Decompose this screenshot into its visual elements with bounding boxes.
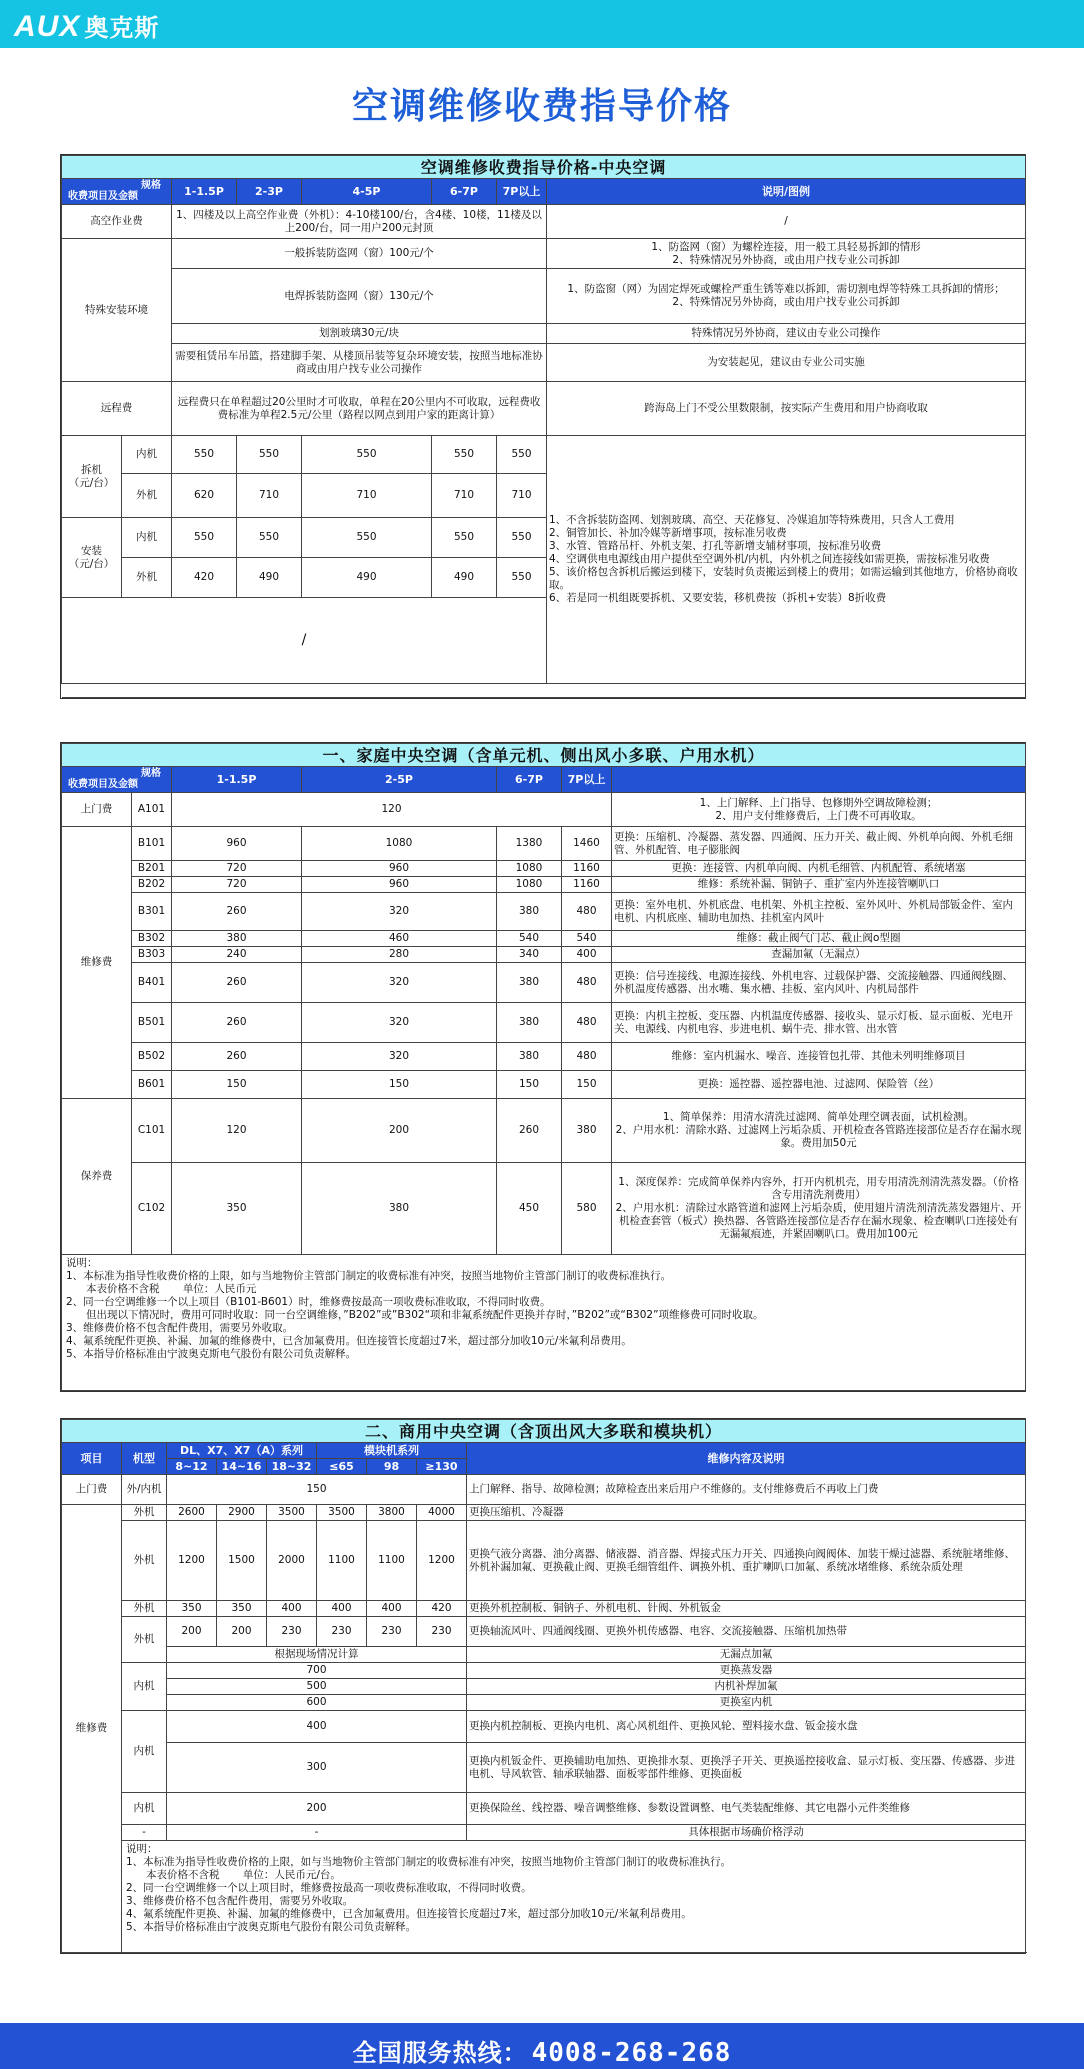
row-note: 特殊情况另外协商，建议由专业公司操作: [547, 324, 1026, 344]
section-caption: 二、商用中央空调（含顶出风大多联和模块机）: [62, 1420, 1026, 1443]
price-cell: 1080: [497, 861, 562, 877]
sub-header: 18~32: [267, 1459, 317, 1475]
col-header: [612, 767, 1026, 793]
unit-label: 外机: [122, 474, 172, 518]
note-line: 5、本指导价格标准由宁波奥克斯电气股份有限公司负责解释。: [66, 1348, 357, 1360]
sub-header: 8~12: [167, 1459, 217, 1475]
note-line: 本表价格不含税 单位：人民币元/台。: [126, 1869, 341, 1881]
price-cell: 320: [302, 963, 497, 1003]
row-note: 更换压缩机、冷凝器: [467, 1505, 1026, 1521]
price-cell: 480: [562, 1003, 612, 1043]
price-cell: 120: [172, 1099, 302, 1163]
sub-header: 14~16: [217, 1459, 267, 1475]
central-ac-table: [60, 154, 1026, 699]
code-cell: B201: [132, 861, 172, 877]
col-header: 2-5P: [302, 767, 497, 793]
commercial-central-ac-table: [60, 1418, 1026, 1954]
code-cell: A101: [132, 793, 172, 827]
code-cell: B502: [132, 1043, 172, 1071]
price-cell: 260: [172, 893, 302, 931]
price-cell: 710: [432, 474, 497, 518]
row-note: 为安装起见，建议由专业公司实施: [547, 344, 1026, 382]
sub-header: ≥130: [417, 1459, 467, 1475]
hotline-number: 4008-268-268: [531, 2038, 732, 2068]
price-cell: 620: [172, 474, 237, 518]
row-note: /: [547, 205, 1026, 239]
price-cell: 230: [317, 1617, 367, 1647]
price-cell: 260: [172, 1043, 302, 1071]
row-note: 上门解释、指导、故障检测；故障检查出来后用户不维修的。支付维修费后不再收上门费: [467, 1475, 1026, 1505]
price-cell: 根据现场情况计算: [167, 1647, 467, 1663]
price-cell: 550: [302, 436, 432, 474]
unit-label: 外机: [122, 558, 172, 598]
section-caption: 空调维修收费指导价格-中央空调: [62, 156, 1026, 179]
type-cell: 外机: [122, 1521, 167, 1601]
unit-label: 内机: [122, 518, 172, 558]
col-header: 1-1.5P: [172, 767, 302, 793]
unit-label: 内机: [122, 436, 172, 474]
price-cell: 550: [237, 518, 302, 558]
row-note: 1、防盗网（窗）为螺栓连接，用一般工具轻易拆卸的情形 2、特殊情况另外协商，或由用户找专业公司拆卸: [547, 239, 1026, 269]
col-header: 7P以上: [562, 767, 612, 793]
price-cell: 960: [302, 861, 497, 877]
code-cell: C102: [132, 1163, 172, 1255]
note-line: 4、氟系统配件更换、补漏、加氟的维修费中，已含加氟费用。但连接管长度超过7米，超过部分加收10元/米氟利昂费用。: [126, 1908, 692, 1920]
row-label: 保养费: [62, 1099, 132, 1255]
price-cell: 550: [237, 436, 302, 474]
price-cell: 380: [497, 963, 562, 1003]
type-cell: -: [122, 1825, 167, 1841]
row-note: 更换轴流风叶、四通阀线圈、更换外机传感器、电容、交流接触器、压缩机加热带: [467, 1617, 1026, 1647]
price-cell: 1380: [497, 827, 562, 861]
price-cell: 1200: [417, 1521, 467, 1601]
price-cell: 700: [167, 1663, 467, 1679]
price-cell: 720: [172, 861, 302, 877]
price-cell: 550: [172, 436, 237, 474]
price-cell: 450: [497, 1163, 562, 1255]
code-cell: B302: [132, 931, 172, 947]
price-cell: 580: [562, 1163, 612, 1255]
price-cell: 200: [302, 1099, 497, 1163]
price-cell: 600: [167, 1695, 467, 1711]
note-line: 1、本标准为指导性收费价格的上限，如与当地物价主管部门制定的收费标准有冲突，按照当地物价主管部门制订的收费标准执行。: [66, 1270, 672, 1282]
price-cell: 3800: [367, 1505, 417, 1521]
row-note: 1、简单保养：用清水清洗过滤网、简单处理空调表面，试机检测。 2、户用水机：清除水路、过滤网上污垢杂质、开机检查各管路连接部位是否存在漏水现象。费用加50元: [612, 1099, 1026, 1163]
col-header: 说明/图例: [547, 179, 1026, 205]
sub-header: 98: [367, 1459, 417, 1475]
notes-block: [62, 1255, 1026, 1391]
home-central-ac-table: [60, 742, 1026, 1392]
top-bar: [0, 0, 1084, 48]
col-header: 7P以上: [497, 179, 547, 205]
row-note: 更换：压缩机、冷凝器、蒸发器、四通阀、压力开关、截止阀、外机单向阀、外机毛细管、外机配管、电子膨胀阀: [612, 827, 1026, 861]
price-cell: 550: [432, 518, 497, 558]
type-cell: 外机: [122, 1505, 167, 1521]
price-cell: 380: [497, 1003, 562, 1043]
hotline-footer: [0, 2023, 1084, 2069]
price-cell: 1500: [217, 1521, 267, 1601]
note-line: 1、本标准为指导性收费价格的上限，如与当地物价主管部门制定的收费标准有冲突，按照当地物价主管部门制订的收费标准执行。: [126, 1856, 732, 1868]
type-cell: 外机: [122, 1601, 167, 1617]
price-cell: 400: [367, 1601, 417, 1617]
row-note: 更换：连接管、内机单向阀、内机毛细管、内机配管、系统堵塞: [612, 861, 1026, 877]
col-header: 1-1.5P: [172, 179, 237, 205]
code-cell: B202: [132, 877, 172, 893]
type-cell: 内机: [122, 1711, 167, 1793]
price-cell: 150: [302, 1071, 497, 1099]
row-note: 更换：内机主控板、变压器、内机温度传感器、接收头、显示灯板、显示面板、光电开关、电源线、内机电容、步进电机、蜗牛壳、排水管、出水管: [612, 1003, 1026, 1043]
row-label: 高空作业费: [62, 205, 172, 239]
row-desc: 需要租赁吊车吊篮，搭建脚手架、从楼顶吊装等复杂环境安装，按照当地标准协商或由用户找专业公司操作: [172, 344, 547, 382]
price-cell: 4000: [417, 1505, 467, 1521]
price-cell: 200: [167, 1617, 217, 1647]
price-cell: 490: [237, 558, 302, 598]
price-cell: 150: [562, 1071, 612, 1099]
price-cell: 960: [302, 877, 497, 893]
row-desc: 电焊拆装防盗网（窗）130元/个: [172, 269, 547, 324]
price-cell: 150: [167, 1475, 467, 1505]
note-line: 2、同一台空调维修一个以上项目（B101-B601）时，维修费按最高一项收费标准收取，不得同时收费。: [66, 1296, 551, 1308]
price-cell: 120: [172, 793, 612, 827]
price-cell: 320: [302, 893, 497, 931]
note-line: 说明：: [66, 1257, 98, 1269]
price-cell: 550: [497, 518, 547, 558]
row-note: 更换室内机: [467, 1695, 1026, 1711]
col-header: 6-7P: [432, 179, 497, 205]
header-spec-cell: 规格 收费项目及金额: [62, 179, 172, 205]
row-note: 内机补焊加氟: [467, 1679, 1026, 1695]
price-cell: 460: [302, 931, 497, 947]
price-cell: 720: [172, 877, 302, 893]
price-cell: 320: [302, 1043, 497, 1071]
header-spec-cell: 规格 收费项目及金额: [62, 767, 172, 793]
row-note: 更换保险丝、线控器、噪音调整维修、参数设置调整、电气类装配维修、其它电器小元件类维修: [467, 1793, 1026, 1825]
price-cell: 260: [497, 1099, 562, 1163]
row-note: 1、上门解释、上门指导、包修期外空调故障检测； 2、用户支付维修费后，上门费不可再收取。: [612, 793, 1026, 827]
price-cell: 3500: [267, 1505, 317, 1521]
hotline-label: 全国服务热线：: [352, 2039, 528, 2067]
price-cell: 280: [302, 947, 497, 963]
price-cell: 400: [317, 1601, 367, 1617]
price-cell: 380: [497, 1043, 562, 1071]
logo-en: AUX: [14, 10, 81, 43]
price-cell: 500: [167, 1679, 467, 1695]
row-note: 更换：信号连接线、电源连接线、外机电容、过载保护器、交流接触器、四通阀线圈、外机温度传感器、出水嘴、集水槽、挂板、室内风叶、内机局部件: [612, 963, 1026, 1003]
row-desc: 划割玻璃30元/块: [172, 324, 547, 344]
price-cell: 2900: [217, 1505, 267, 1521]
col-header: 2-3P: [237, 179, 302, 205]
price-cell: 350: [167, 1601, 217, 1617]
row-note: 维修：系统补漏、铜钠子、重扩室内外连接管喇叭口: [612, 877, 1026, 893]
note-line: 4、氟系统配件更换、补漏、加氟的维修费中，已含加氟费用。但连接管长度超过7米，超过部分加收10元/米氟利昂费用。: [66, 1335, 632, 1347]
price-cell: 2600: [167, 1505, 217, 1521]
price-cell: 380: [302, 1163, 497, 1255]
price-cell: 1080: [302, 827, 497, 861]
page-title: 空调维修收费指导价格: [351, 86, 732, 127]
price-cell: 420: [417, 1601, 467, 1617]
price-cell: 1160: [562, 861, 612, 877]
code-cell: B301: [132, 893, 172, 931]
note-line: 3、维修费价格不包含配件费用，需要另外收取。: [126, 1895, 354, 1907]
row-note: 无漏点加氟: [467, 1647, 1026, 1663]
note-line: 2、同一台空调维修一个以上项目时，维修费按最高一项收费标准收取，不得同时收费。: [126, 1882, 532, 1894]
row-note: 更换蒸发器: [467, 1663, 1026, 1679]
row-note: 更换：遥控器、遥控器电池、过滤网、保险管（丝）: [612, 1071, 1026, 1099]
row-label: 拆机 （元/台）: [62, 436, 122, 518]
row-note: 更换外机控制板、铜钠子、外机电机、针阀、外机钣金: [467, 1601, 1026, 1617]
price-cell: 1200: [167, 1521, 217, 1601]
price-cell: 710: [497, 474, 547, 518]
price-cell: 340: [497, 947, 562, 963]
row-label: 特殊安装环境: [62, 239, 172, 382]
price-cell: 400: [267, 1601, 317, 1617]
notes-block: [122, 1841, 1026, 1953]
col-header: 4-5P: [302, 179, 432, 205]
price-cell: 230: [417, 1617, 467, 1647]
row-note: 跨海岛上门不受公里数限制，按实际产生费用和用户协商收取: [547, 382, 1026, 436]
install-note: 1、不含拆装防盗网、划割玻璃、高空、天花修复、冷媒追加等特殊费用，只含人工费用 2、铜管加长、补加冷媒等新增事项，按标准另收费 3、水管、管路吊杆、外机支架、打孔等新增支辅材事项，按标准另收费 4、空调供电电源线由用户提供至空调外机/内机，内外机之间连接线如需更换，需按标准另收费 5、该价格包含拆机后搬运到楼下，安装时负责搬运到楼上的费用；如需运输到其他地方，价格协商收取。 6、若是同一机组既要拆机、又要安装，移机费按（拆机+安装）8折收费: [547, 436, 1026, 684]
price-cell: 490: [302, 558, 432, 598]
note-line: 本表价格不含税 单位：人民币元: [66, 1283, 257, 1295]
price-cell: 200: [217, 1617, 267, 1647]
price-cell: 960: [172, 827, 302, 861]
price-cell: 350: [172, 1163, 302, 1255]
code-cell: B101: [132, 827, 172, 861]
price-cell: 150: [172, 1071, 302, 1099]
spacer: [62, 684, 1026, 698]
price-cell: 550: [432, 436, 497, 474]
row-desc: 1、四楼及以上高空作业费（外机）：4-10楼100/台，含4楼、10楼，11楼及以上200/台，同一用户200元封顶: [172, 205, 547, 239]
price-cell: 350: [217, 1601, 267, 1617]
logo-cn: 奥克斯: [84, 14, 160, 42]
blank-cell: /: [62, 598, 547, 684]
code-cell: B601: [132, 1071, 172, 1099]
code-cell: C101: [132, 1099, 172, 1163]
row-note: 查漏加氟（无漏点）: [612, 947, 1026, 963]
type-cell: 外机: [122, 1617, 167, 1663]
price-cell: 550: [497, 558, 547, 598]
price-cell: 320: [302, 1003, 497, 1043]
row-label: 远程费: [62, 382, 172, 436]
price-cell: 260: [172, 1003, 302, 1043]
row-note: 更换：室外电机、外机底盘、电机架、外机主控板、室外风叶、外机局部钣金件、室内电机、内机底座、辅助电加热、挂机室内风叶: [612, 893, 1026, 931]
price-cell: 550: [172, 518, 237, 558]
row-desc: 一般拆装防盗网（窗）100元/个: [172, 239, 547, 269]
price-cell: 380: [497, 893, 562, 931]
col-header: DL、X7、X7（A）系列: [167, 1443, 317, 1459]
col-header: 机型: [122, 1443, 167, 1475]
col-header: 项目: [62, 1443, 122, 1475]
row-note: 1、防盗窗（网）为固定焊死或螺栓严重生锈等难以拆卸，需切割电焊等特殊工具拆卸的情形； 2、特殊情况另外协商，或由用户找专业公司拆卸: [547, 269, 1026, 324]
row-note: 1、深度保养：完成简单保养内容外，打开内机机壳，用专用清洗剂清洗蒸发器。（价格含专用清洗剂费用） 2、户用水机：清除过水路管道和滤网上污垢杂质，使用翅片清洗剂清洗蒸发器翅片、开机检查套管（板式）换热器、各管路连接部位是否存在漏水现象、检查喇叭口连接处有无漏氟痕迹，并紧固喇叭口。费用加100元: [612, 1163, 1026, 1255]
price-cell: 1100: [367, 1521, 417, 1601]
price-cell: 230: [367, 1617, 417, 1647]
row-note: 具体根据市场确价格浮动: [467, 1825, 1026, 1841]
price-cell: 710: [237, 474, 302, 518]
row-desc: 远程费只在单程超过20公里时才可收取，单程在20公里内不可收取，远程费收费标准为单程2.5元/公里（路程以网点到用户家的距离计算）: [172, 382, 547, 436]
price-cell: 550: [497, 436, 547, 474]
type-cell: 内机: [122, 1663, 167, 1711]
price-cell: 480: [562, 1043, 612, 1071]
price-cell: 1460: [562, 827, 612, 861]
row-label: 安装 （元/台）: [62, 518, 122, 598]
price-cell: 480: [562, 893, 612, 931]
section-caption: 一、家庭中央空调（含单元机、侧出风小多联、户用水机）: [62, 744, 1026, 767]
price-cell: 550: [302, 518, 432, 558]
price-cell: 400: [167, 1711, 467, 1743]
price-cell: 1100: [317, 1521, 367, 1601]
price-cell: 400: [562, 947, 612, 963]
note-line: 说明：: [126, 1843, 158, 1855]
row-label: 维修费: [62, 827, 132, 1099]
price-cell: 380: [562, 1099, 612, 1163]
price-cell: 540: [497, 931, 562, 947]
brand-logo: [14, 8, 159, 44]
price-cell: 240: [172, 947, 302, 963]
sub-header: ≤65: [317, 1459, 367, 1475]
price-cell: 1080: [497, 877, 562, 893]
row-note: 更换内机控制板、更换内电机、离心风机组件、更换风轮、塑料接水盘、钣金接水盘: [467, 1711, 1026, 1743]
price-cell: 380: [172, 931, 302, 947]
col-header: 模块机系列: [317, 1443, 467, 1459]
price-cell: 490: [432, 558, 497, 598]
price-cell: 230: [267, 1617, 317, 1647]
row-label: 维修费: [62, 1505, 122, 1953]
col-header: 6-7P: [497, 767, 562, 793]
row-note: 维修：截止阀气门芯、截止阀o型圈: [612, 931, 1026, 947]
note-line: 3、维修费价格不包含配件费用，需要另外收取。: [66, 1322, 294, 1334]
type-cell: 外/内机: [122, 1475, 167, 1505]
price-cell: 260: [172, 963, 302, 1003]
price-cell: -: [167, 1825, 467, 1841]
price-cell: 2000: [267, 1521, 317, 1601]
price-cell: 540: [562, 931, 612, 947]
row-note: 更换内机钣金件、更换辅助电加热、更换排水泵、更换浮子开关、更换遥控接收盒、显示灯板、变压器、传感器、步进电机、导风软管、轴承联轴器、面板零部件维修、更换面板: [467, 1743, 1026, 1793]
price-cell: 480: [562, 963, 612, 1003]
price-cell: 710: [302, 474, 432, 518]
type-cell: 内机: [122, 1793, 167, 1825]
code-cell: B401: [132, 963, 172, 1003]
note-line: 但出现以下情况时，费用可同时收取：同一台空调维修，”B202”或”B302“项和非氟系统配件更换并存时，”B202”或“B302”项维修费可同时收取。: [66, 1309, 764, 1321]
price-cell: 3500: [317, 1505, 367, 1521]
row-note: 更换气液分离器、油分离器、储液器、消音器、焊接式压力开关、四通换向阀阀体、加装干燥过滤器、系统脏堵维修、外机补漏加氟、更换截止阀、更换毛细管组件、调换外机、重扩喇叭口加氟、系统冰堵维修、系统杂质处理: [467, 1521, 1026, 1601]
row-note: 维修：室内机漏水、噪音、连接管包扎带、其他未列明维修项目: [612, 1043, 1026, 1071]
code-cell: B501: [132, 1003, 172, 1043]
row-label: 上门费: [62, 1475, 122, 1505]
price-cell: 200: [167, 1793, 467, 1825]
price-cell: 1160: [562, 877, 612, 893]
price-cell: 300: [167, 1743, 467, 1793]
row-label: 上门费: [62, 793, 132, 827]
col-header: 维修内容及说明: [467, 1443, 1026, 1475]
price-cell: 420: [172, 558, 237, 598]
price-cell: 150: [497, 1071, 562, 1099]
code-cell: B303: [132, 947, 172, 963]
note-line: 5、本指导价格标准由宁波奥克斯电气股份有限公司负责解释。: [126, 1921, 417, 1933]
